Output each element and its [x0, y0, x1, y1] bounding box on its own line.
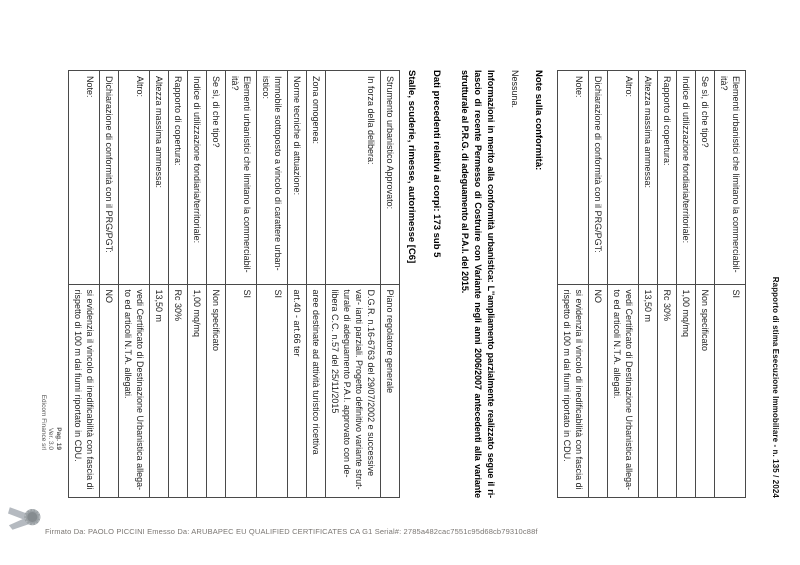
row-value: 1,00 mq/mq — [188, 284, 207, 498]
row-value: si evidenzia il vincolo di inedificabilità con fascia di rispetto di 100 m dai fiumi riportato in CDU. — [558, 284, 589, 498]
row-label: Immobile sottoposto a vincolo di carattere urban-istico: — [257, 71, 288, 285]
publisher-label: Edicom Finance srl — [40, 394, 47, 450]
notes-conformity-value: Nessuna. — [510, 70, 520, 109]
row-label: Se sì, di che tipo? — [207, 71, 226, 285]
table-row — [288, 71, 307, 498]
table-row — [257, 71, 288, 498]
table-row — [715, 71, 746, 498]
urbanistic-table-2 — [68, 70, 400, 498]
table-row — [589, 71, 608, 498]
row-value: SI — [257, 284, 288, 498]
seal-rosette-icon — [8, 501, 44, 535]
row-value: NO — [100, 284, 119, 498]
table-row — [226, 71, 257, 498]
row-label: Zona omogenea: — [307, 71, 326, 285]
report-header: Rapporto di stima Esecuzione Immobiliare - n. 135 / 2024 — [771, 276, 780, 498]
row-label: Altro: — [608, 71, 639, 285]
row-value: NO — [589, 284, 608, 498]
row-label: In forza della delibera: — [326, 71, 381, 285]
row-value: Rc 30% — [169, 284, 188, 498]
table-row — [696, 71, 715, 498]
version-label: Ver. 3.0 — [47, 427, 55, 450]
table-row — [150, 71, 169, 498]
row-label: Rapporto di copertura: — [658, 71, 677, 285]
row-value: Non specificato — [696, 284, 715, 498]
row-value: Rc 30% — [658, 284, 677, 498]
row-label: Indice di utilizzazione fondiaria/territoriale: — [188, 71, 207, 285]
urbanistic-table-1 — [557, 70, 746, 498]
row-value: vedi Certificato di Destinazione Urbanistica allega- to ed articoli N.T.A. allegati. — [119, 284, 150, 498]
row-value: D.G.R. n.16-6763 del 29/07/2002 e successive var- ianti parziali. Progetto definitivo variante strut- turale di adeguamento P.A.I. approvato con de- libera C.C. n.57 del 25/11/2015 — [326, 284, 381, 498]
row-value: aree destinate ad attività turistico ricettiva — [307, 284, 326, 498]
row-label: Dichiarazione di conformità con il PRG/PGT: — [589, 71, 608, 285]
row-value: SI — [226, 284, 257, 498]
row-label: Note: — [69, 71, 100, 285]
digital-signature-line: Firmato Da: PAOLO PICCINI Emesso Da: ARUBAPEC EU QUALIFIED CERTIFICATES CA G1 Serial#: 2785a482cac7551c95d68cb79310c88f — [45, 527, 538, 536]
row-value: SI — [715, 284, 746, 498]
row-label: Altezza massima ammessa: — [150, 71, 169, 285]
row-value: Piano regolatore generale — [381, 284, 400, 498]
row-label: Rapporto di copertura: — [169, 71, 188, 285]
row-value: 13,50 m — [150, 284, 169, 498]
row-label: Elementi urbanistici che limitano la commerciabil-ità? — [715, 71, 746, 285]
row-label: Elementi urbanistici che limitano la commerciabil-ità? — [226, 71, 257, 285]
notes-conformity-heading: Note sulla conformità: — [533, 70, 544, 171]
table-row — [608, 71, 639, 498]
row-label: Indice di utilizzazione fondiaria/territoriale: — [677, 71, 696, 285]
table-row — [119, 71, 150, 498]
row-label: Note: — [558, 71, 589, 285]
table-row — [69, 71, 100, 498]
row-value: 13,50 m — [639, 284, 658, 498]
urbanistic-info-paragraph: Informazioni in merito alla conformità urbanistica: L''ampliamento parzialmente realizzato segue il ri- lascio di recente Permesso di Costruire con Variante negli anni 2006/2007 antecedenti alla variante strutturale al P.R.G. di adeguamento al P.A.I. del 2015. — [460, 70, 496, 498]
table-row — [100, 71, 119, 498]
row-value: Non specificato — [207, 284, 226, 498]
page-number: Pag. 19 — [55, 427, 62, 450]
table-row — [658, 71, 677, 498]
row-label: Dichiarazione di conformità con il PRG/PGT: — [100, 71, 119, 285]
table-row — [677, 71, 696, 498]
row-label: Norme tecniche di attuazione: — [288, 71, 307, 285]
row-value: si evidenzia il vincolo di inedificabilità con fascia di rispetto di 100 m dai fiumi riportato in CDU. — [69, 284, 100, 498]
row-label: Se sì, di che tipo? — [696, 71, 715, 285]
table-row — [207, 71, 226, 498]
table-row — [188, 71, 207, 498]
table-row — [639, 71, 658, 498]
table-row — [381, 71, 400, 498]
table-row — [326, 71, 381, 498]
table-row — [307, 71, 326, 498]
row-label: Altezza massima ammessa: — [639, 71, 658, 285]
row-value: vedi Certificato di Destinazione Urbanistica allega- to ed articoli N.T.A. allegati. — [608, 284, 639, 498]
table-row — [558, 71, 589, 498]
page-footer — [40, 395, 63, 450]
row-value: 1,00 mq/mq — [677, 284, 696, 498]
dati-corpi-line: Dati precedenti relativi ai corpi: 173 sub 5 — [431, 70, 442, 258]
table-row — [169, 71, 188, 498]
row-label: Altro: — [119, 71, 150, 285]
row-label: Strumento urbanistico Approvato: — [381, 71, 400, 285]
section-heading-c6: Stalle, scuderie, rimesse, autorimesse [C6] — [406, 70, 417, 264]
row-value: art.40 - art.66 ter — [288, 284, 307, 498]
